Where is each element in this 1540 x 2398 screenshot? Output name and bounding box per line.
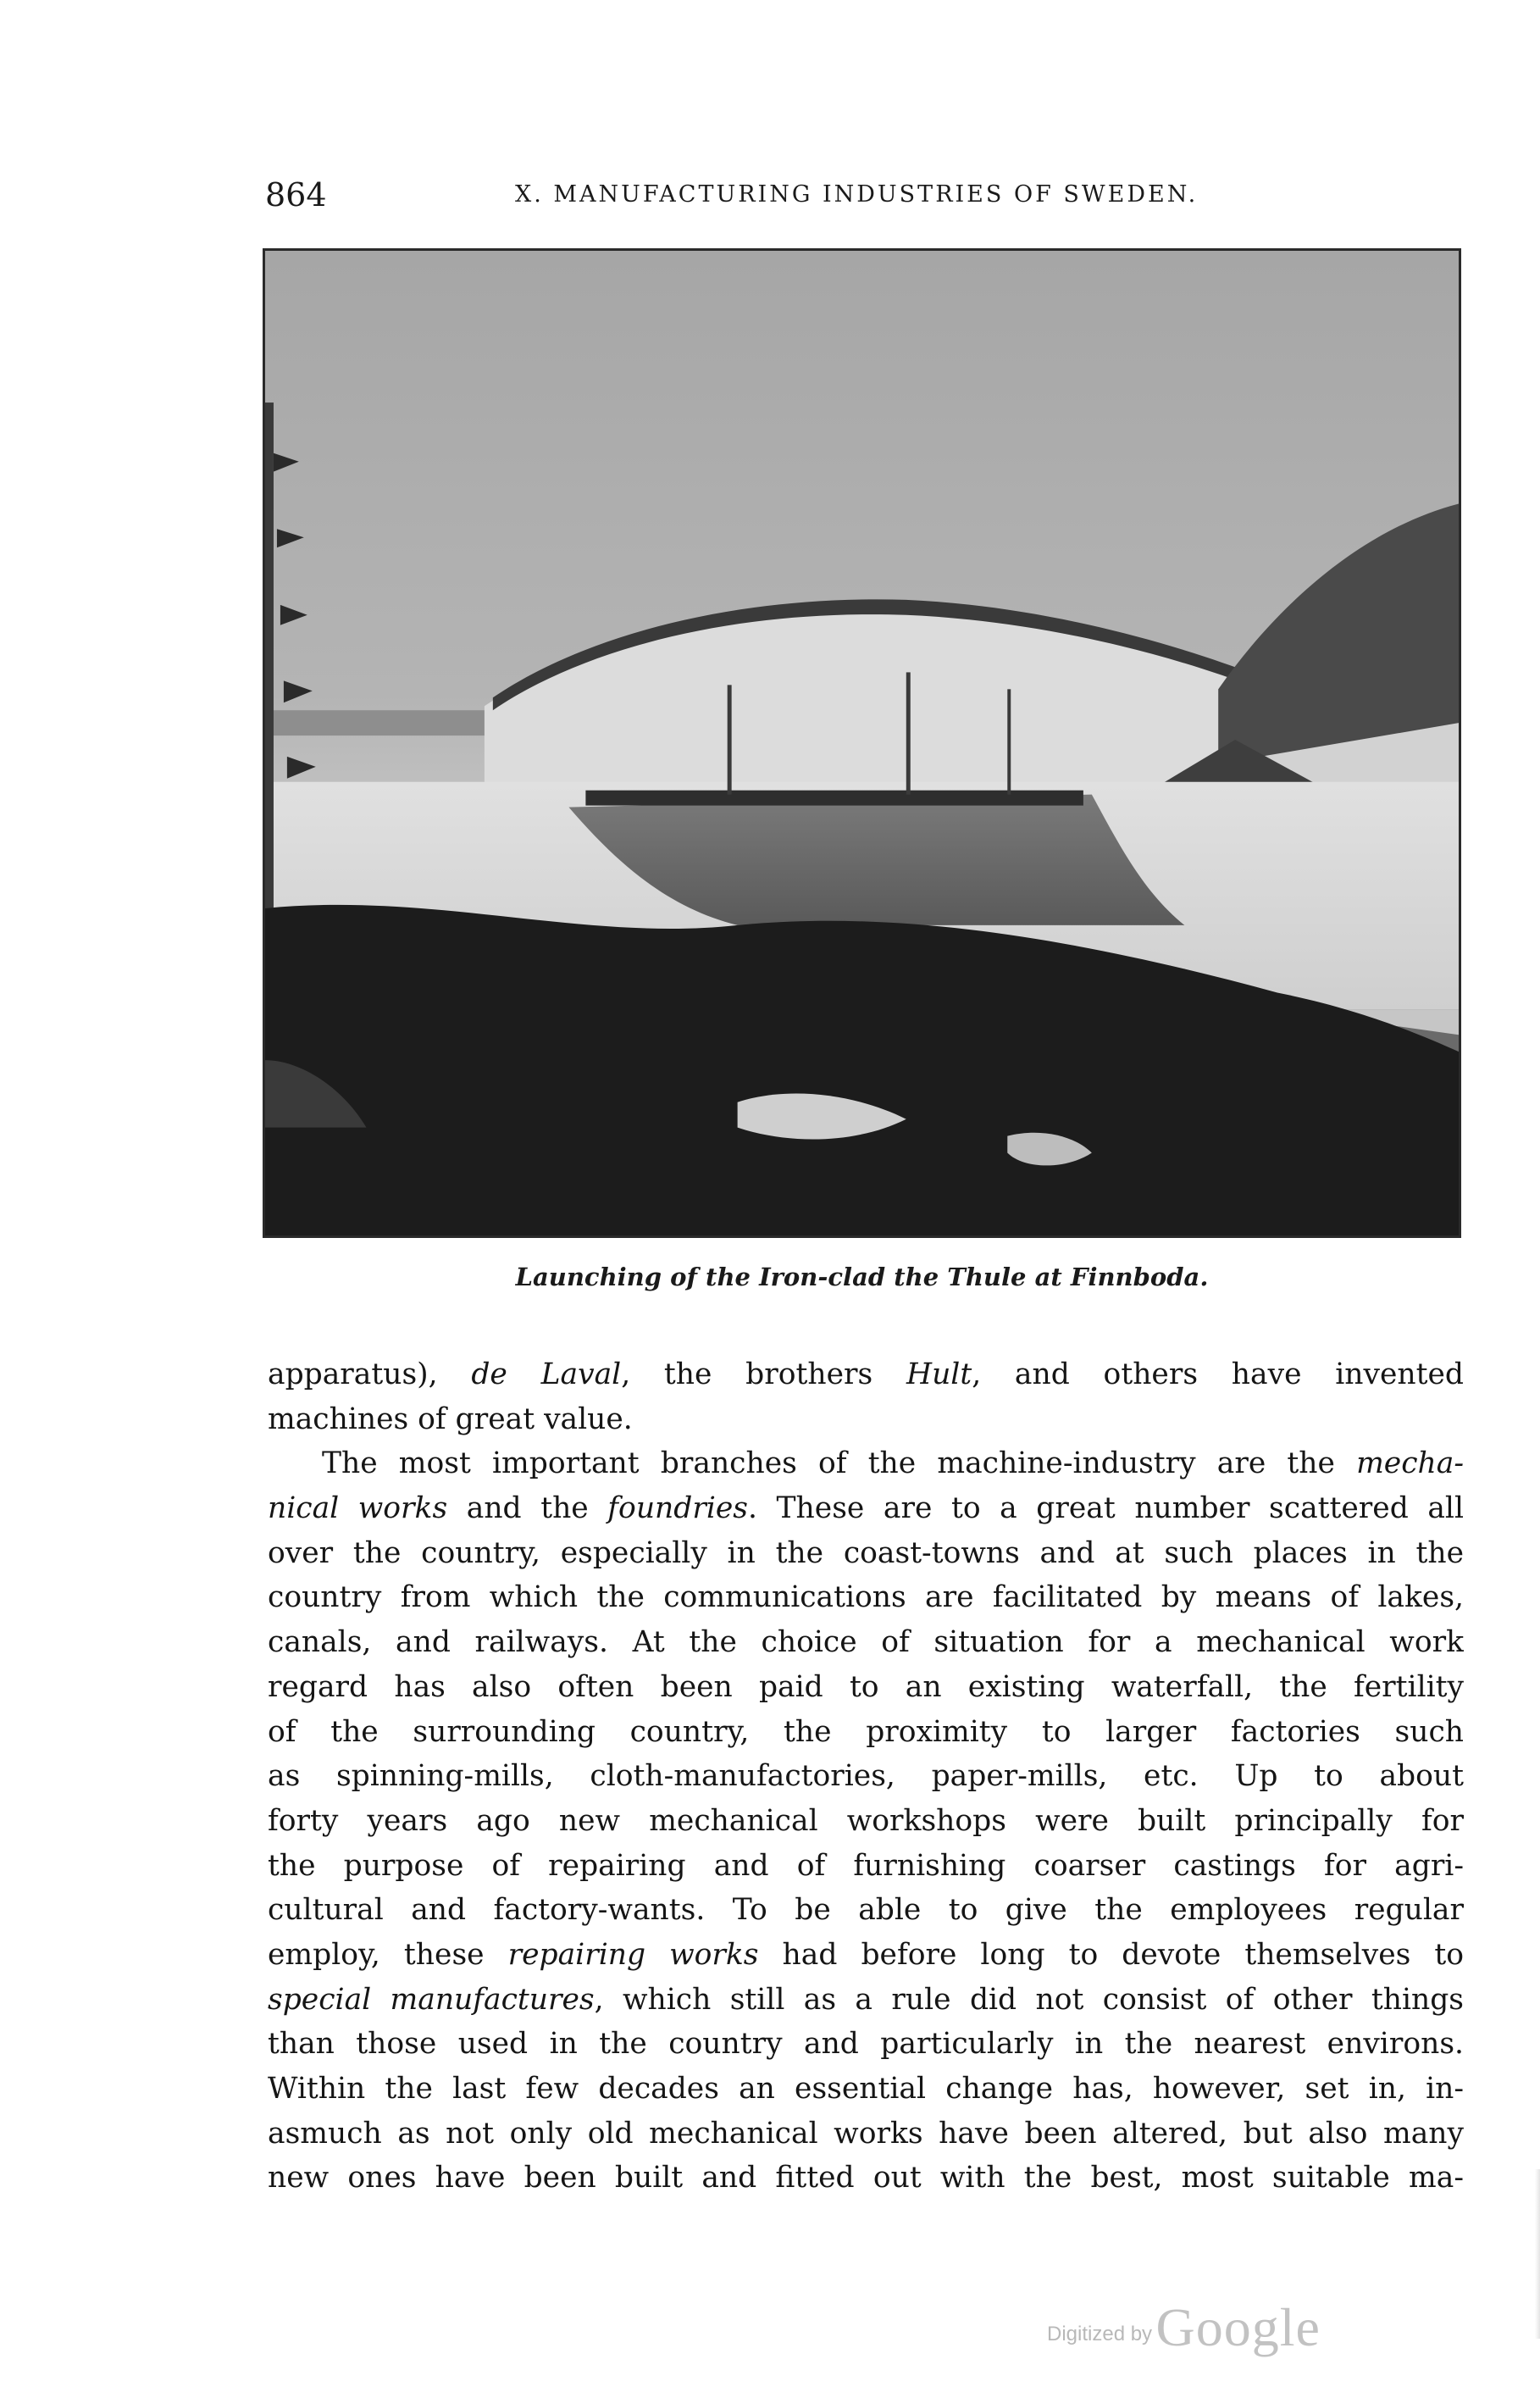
page-edge-shadow: [1535, 2169, 1540, 2339]
italic-term: repairing works: [507, 1937, 759, 1972]
text-line: [268, 1844, 1464, 1889]
italic-term: nical works: [268, 1491, 448, 1526]
text-run: and the: [447, 1491, 608, 1526]
text-run: of the surrounding country, the proximity to larger factories such: [268, 1714, 1464, 1749]
text-run: apparatus),: [268, 1357, 472, 1391]
text-line: [268, 2022, 1464, 2067]
italic-term: special manufactures: [268, 1982, 595, 2017]
text-line: [268, 1978, 1464, 2023]
body-text: [268, 1352, 1464, 2201]
text-run: regard has also often been paid to an existing waterfall, the fertility: [268, 1669, 1464, 1704]
text-run: cultural and factory-wants. To be able to give the employees regular: [268, 1893, 1464, 1928]
text-run: than those used in the country and particularly in the nearest environs.: [268, 2027, 1464, 2062]
text-run: , and others have invented: [972, 1357, 1464, 1391]
text-run: had before long to devote themselves to: [758, 1937, 1464, 1972]
italic-term: foundries: [607, 1491, 748, 1526]
digitized-watermark: [1047, 2296, 1321, 2359]
text-line: [268, 1531, 1464, 1576]
text-line: [268, 1397, 1464, 1442]
italic-term: mecha-: [1356, 1446, 1464, 1481]
text-line: [268, 1888, 1464, 1933]
text-line: [268, 1620, 1464, 1665]
text-line: [268, 1441, 1464, 1486]
watermark-prefix: Digitized by: [1047, 2323, 1153, 2345]
mast: [728, 685, 732, 794]
text-line: [268, 1710, 1464, 1755]
text-run: employ, these: [268, 1937, 508, 1972]
text-line: [268, 1665, 1464, 1710]
text-line: [268, 2156, 1464, 2201]
mast: [1007, 689, 1011, 794]
text-run: Within the last few decades an essential change has, however, set in, in-: [268, 2072, 1464, 2106]
ship-launch-photo: [265, 251, 1459, 1235]
text-line: [268, 1933, 1464, 1978]
text-run: the purpose of repairing and of furnishing coarser castings for agri-: [268, 1848, 1464, 1883]
italic-term: de Laval: [471, 1357, 622, 1391]
text-run: forty years ago new mechanical workshops were built principally for: [268, 1803, 1464, 1838]
figure-photograph: [263, 248, 1461, 1238]
text-line: [268, 1486, 1464, 1531]
text-run: , the brothers: [621, 1357, 906, 1391]
text-run: The most important branches of the machine-industry are the: [322, 1446, 1357, 1481]
page-number: 864: [265, 176, 327, 214]
text-line: [268, 1799, 1464, 1844]
mast: [906, 672, 911, 794]
text-run: as spinning-mills, cloth-manufactories, paper-mills, etc. Up to about: [268, 1759, 1464, 1794]
italic-term: Hult: [906, 1357, 972, 1391]
text-run: machines of great value.: [268, 1402, 633, 1436]
text-run: asmuch as not only old mechanical works have been altered, but also many: [268, 2116, 1464, 2151]
figure-caption: Launching of the Iron-clad the Thule at Finnboda.: [515, 1263, 1209, 1291]
text-line: [268, 1352, 1464, 1397]
google-logo: Google: [1155, 2297, 1321, 2357]
text-line: [268, 1575, 1464, 1620]
text-run: country from which the communications are facilitated by means of lakes,: [268, 1580, 1464, 1615]
text-line: [268, 2112, 1464, 2157]
text-line: [268, 2067, 1464, 2112]
text-run: , which still as a rule did not consist of other things: [594, 1982, 1464, 2017]
text-run: new ones have been built and fitted out with the best, most suitable ma-: [268, 2161, 1464, 2195]
text-line: [268, 1754, 1464, 1799]
text-run: canals, and railways. At the choice of situation for a mechanical work: [268, 1625, 1464, 1660]
text-run: . These are to a great number scattered all: [748, 1491, 1464, 1526]
running-head: X. MANUFACTURING INDUSTRIES OF SWEDEN.: [515, 181, 1199, 208]
text-run: over the country, especially in the coast-towns and at such places in the: [268, 1535, 1464, 1570]
